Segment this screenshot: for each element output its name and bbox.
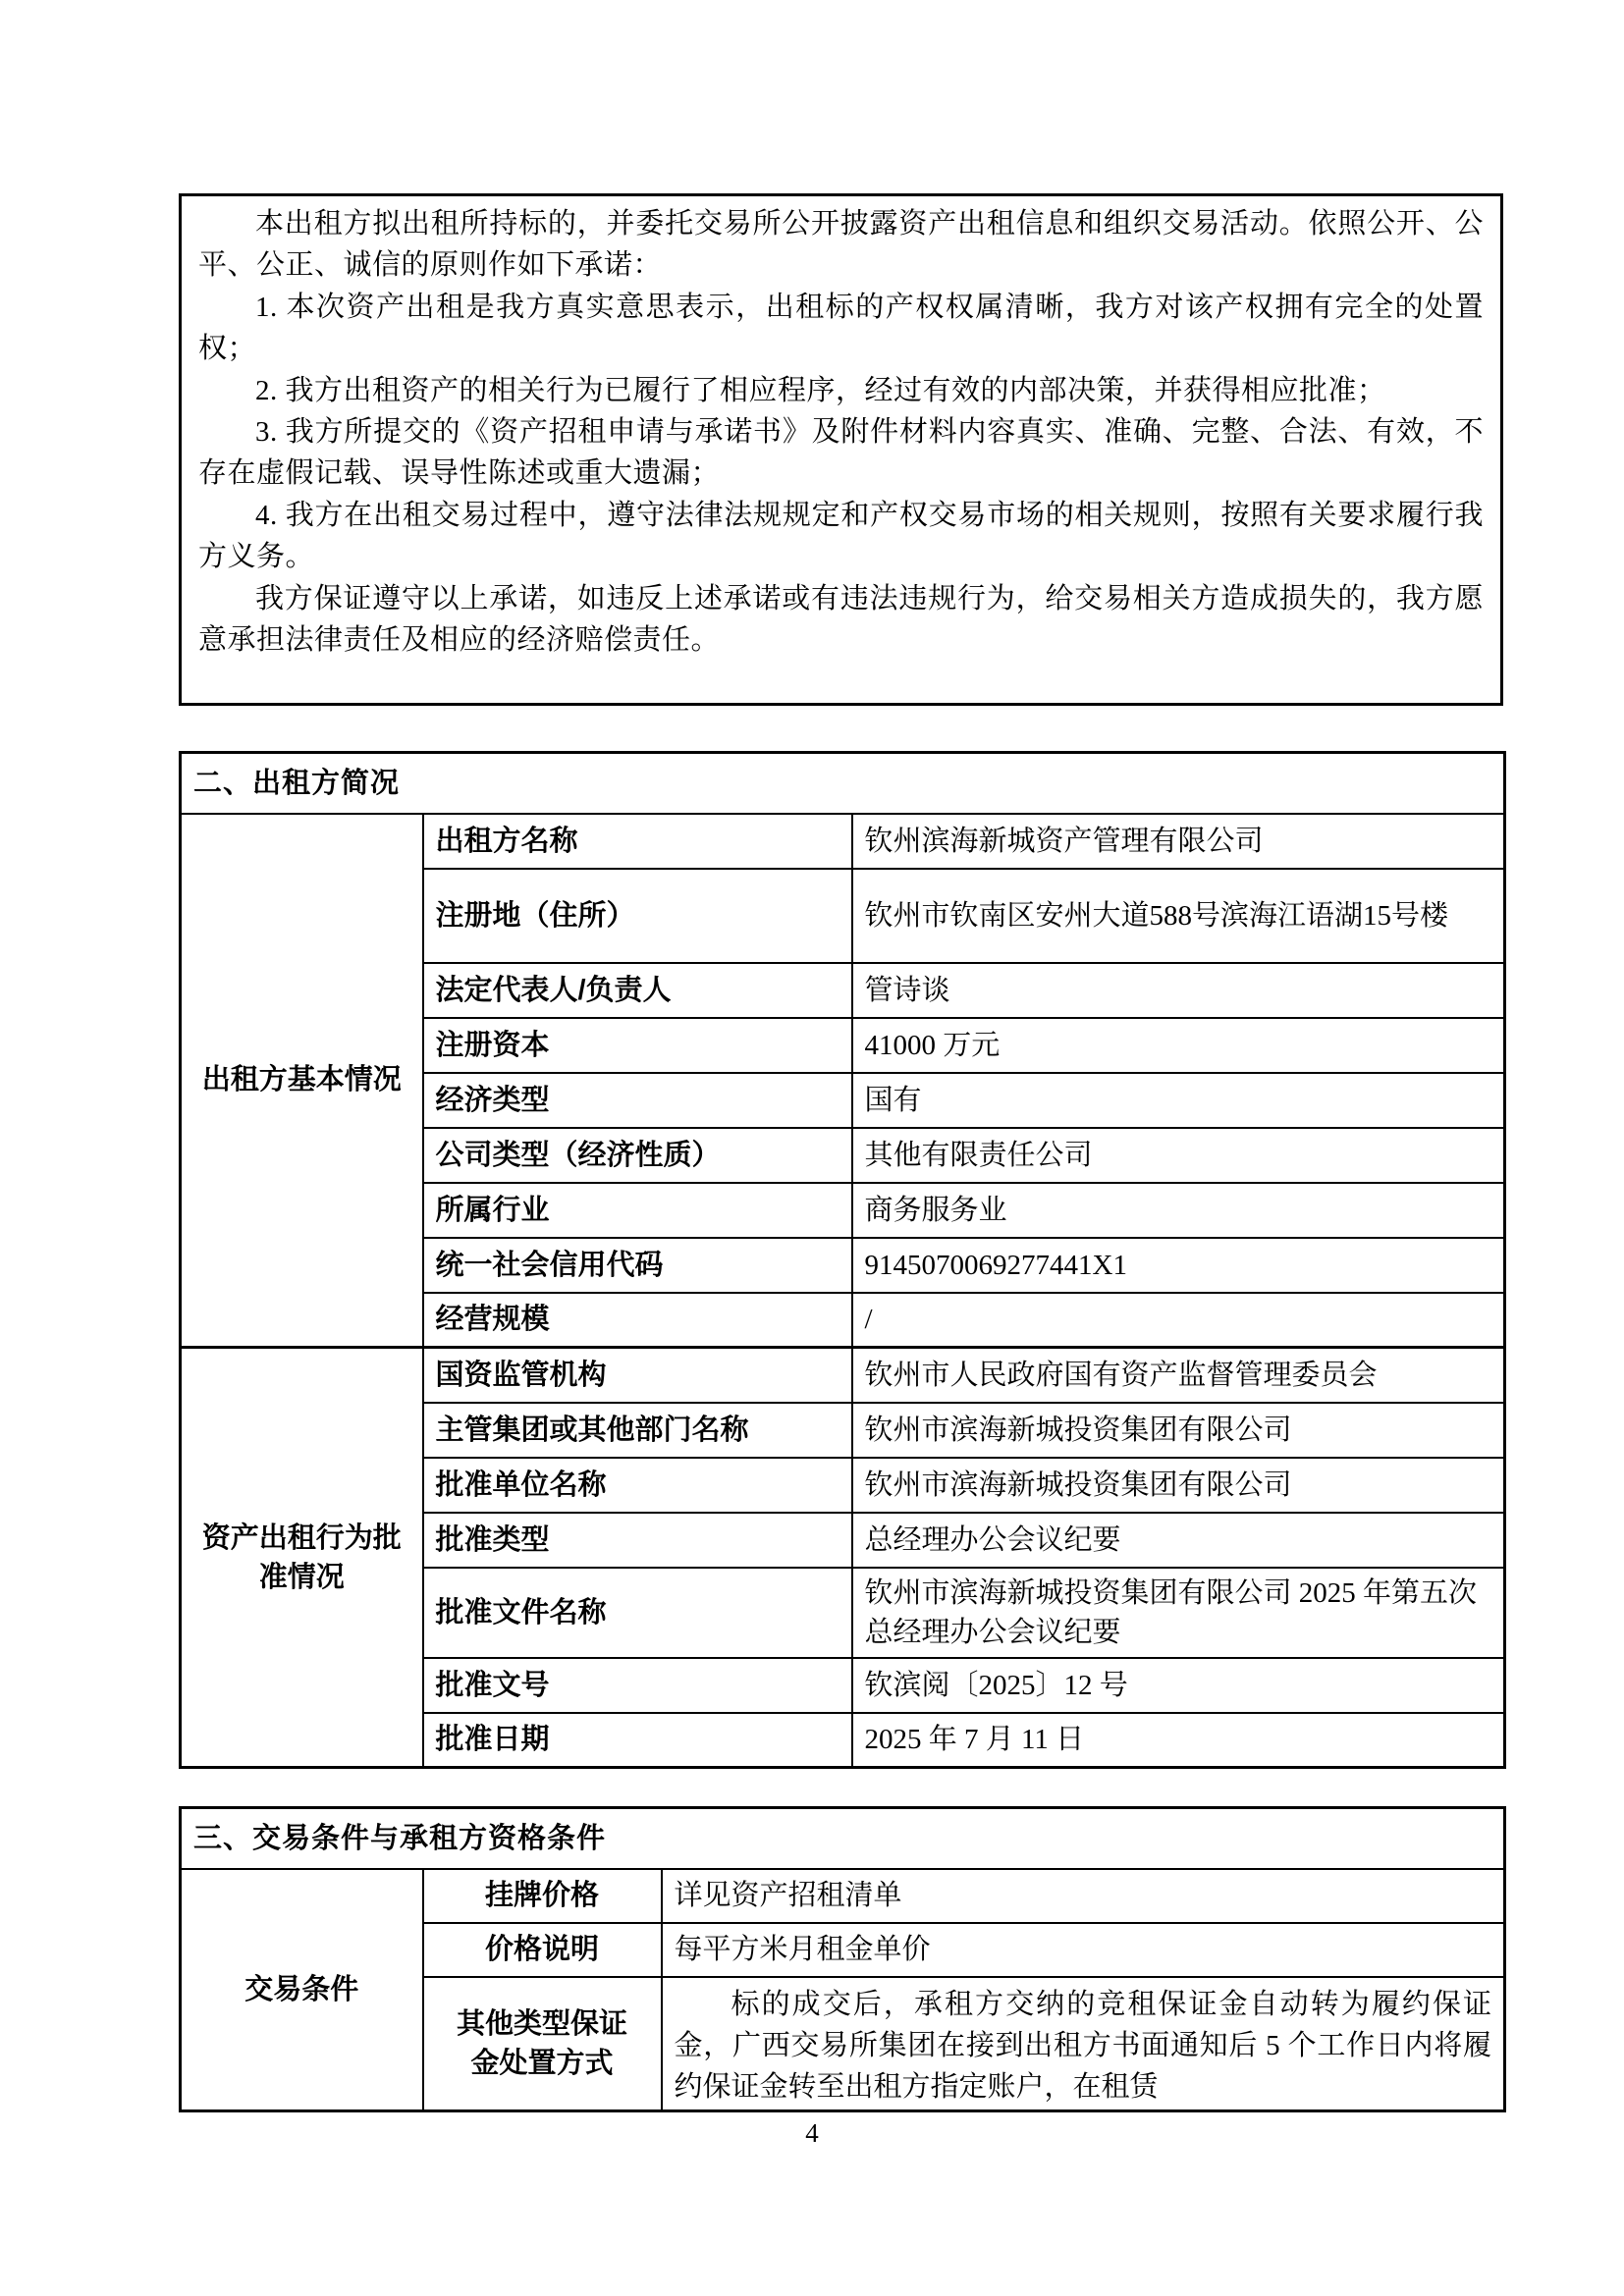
section-label-approval-info: 资产出租行为批准情况: [181, 1348, 423, 1768]
commitment-section: [179, 193, 1503, 706]
row-value: 其他有限责任公司: [852, 1128, 1505, 1183]
row-value: /: [852, 1293, 1505, 1348]
row-label: 注册地（住所）: [423, 869, 852, 963]
row-label: 挂牌价格: [423, 1869, 662, 1923]
table-title: 三、交易条件与承租方资格条件: [181, 1808, 1505, 1869]
row-value: 钦州市滨海新城投资集团有限公司: [852, 1403, 1505, 1458]
row-label: 主管集团或其他部门名称: [423, 1403, 852, 1458]
row-label: 统一社会信用代码: [423, 1238, 852, 1293]
section-label-basic-info: 出租方基本情况: [181, 814, 423, 1348]
commitment-paragraph: 1. 本次资产出租是我方真实意思表示，出租标的产权权属清晰，我方对该产权拥有完全的处置权；: [198, 291, 1484, 365]
page-number: 4: [805, 2118, 819, 2148]
commitment-paragraph: 3. 我方所提交的《资产招租申请与承诺书》及附件材料内容真实、准确、完整、合法、有效，不存在虚假记载、误导性陈述或重大遗漏；: [198, 416, 1484, 490]
row-label: 公司类型（经济性质）: [423, 1128, 852, 1183]
row-value: 商务服务业: [852, 1183, 1505, 1238]
row-value: 国有: [852, 1073, 1505, 1128]
row-value: 钦州市滨海新城投资集团有限公司 2025 年第五次总经理办公会议纪要: [852, 1568, 1505, 1658]
row-value: 每平方米月租金单价: [662, 1923, 1505, 1977]
row-label: 法定代表人/负责人: [423, 963, 852, 1018]
table-title-row: [181, 753, 1505, 814]
row-label: 批准日期: [423, 1713, 852, 1768]
row-label: 注册资本: [423, 1018, 852, 1073]
row-label: 批准文号: [423, 1658, 852, 1713]
row-value: 钦州市滨海新城投资集团有限公司: [852, 1458, 1505, 1513]
row-value: [662, 1977, 1505, 2111]
table-title-row: [181, 1808, 1505, 1869]
row-label: 其他类型保证金处置方式: [423, 1977, 662, 2111]
commitment-paragraph: 4. 我方在出租交易过程中，遵守法律法规规定和产权交易市场的相关规则，按照有关要求履行我方义务。: [198, 499, 1484, 573]
commitment-paragraph: 2. 我方出租资产的相关行为已履行了相应程序，经过有效的内部决策，并获得相应批准；: [255, 374, 1386, 406]
section-label-trade-conditions: 交易条件: [181, 1869, 423, 2111]
row-value: 详见资产招租清单: [662, 1869, 1505, 1923]
row-value-text: 标的成交后，承租方交纳的竞租保证金自动转为履约保证金，广西交易所集团在接到出租方书面通知后 5 个工作日内将履约保证金转至出租方指定账户，在租赁: [674, 1988, 1492, 2103]
row-value: 钦州市人民政府国有资产监督管理委员会: [852, 1348, 1505, 1403]
table-title: 二、出租方简况: [181, 753, 1505, 814]
row-value: 总经理办公会议纪要: [852, 1513, 1505, 1568]
trade-conditions-table: [179, 1806, 1506, 2112]
commitment-paragraph: 本出租方拟出租所持标的，并委托交易所公开披露资产出租信息和组织交易活动。依照公开、公平、公正、诚信的原则作如下承诺：: [198, 208, 1484, 282]
row-label: 经营规模: [423, 1293, 852, 1348]
row-value: 2025 年 7 月 11 日: [852, 1713, 1505, 1768]
row-value: 9145070069277441X1: [852, 1238, 1505, 1293]
row-label: 国资监管机构: [423, 1348, 852, 1403]
row-value: 41000 万元: [852, 1018, 1505, 1073]
commitment-paragraph: 我方保证遵守以上承诺，如违反上述承诺或有违法违规行为，给交易相关方造成损失的，我方愿意承担法律责任及相应的经济赔偿责任。: [198, 582, 1484, 657]
row-label: 出租方名称: [423, 814, 852, 869]
row-label: 批准类型: [423, 1513, 852, 1568]
row-label: 批准文件名称: [423, 1568, 852, 1658]
row-value: 钦州滨海新城资产管理有限公司: [852, 814, 1505, 869]
row-value: 钦滨阅〔2025〕12 号: [852, 1658, 1505, 1713]
table-row: [181, 1869, 1505, 1923]
row-label: 批准单位名称: [423, 1458, 852, 1513]
table-row: [181, 814, 1505, 869]
row-label: 所属行业: [423, 1183, 852, 1238]
row-label: 经济类型: [423, 1073, 852, 1128]
row-label: 价格说明: [423, 1923, 662, 1977]
lessor-profile-table: [179, 751, 1506, 1769]
row-value: 钦州市钦南区安州大道588号滨海江语湖15号楼: [852, 869, 1505, 963]
row-value: 管诗谈: [852, 963, 1505, 1018]
table-row: [181, 1348, 1505, 1403]
